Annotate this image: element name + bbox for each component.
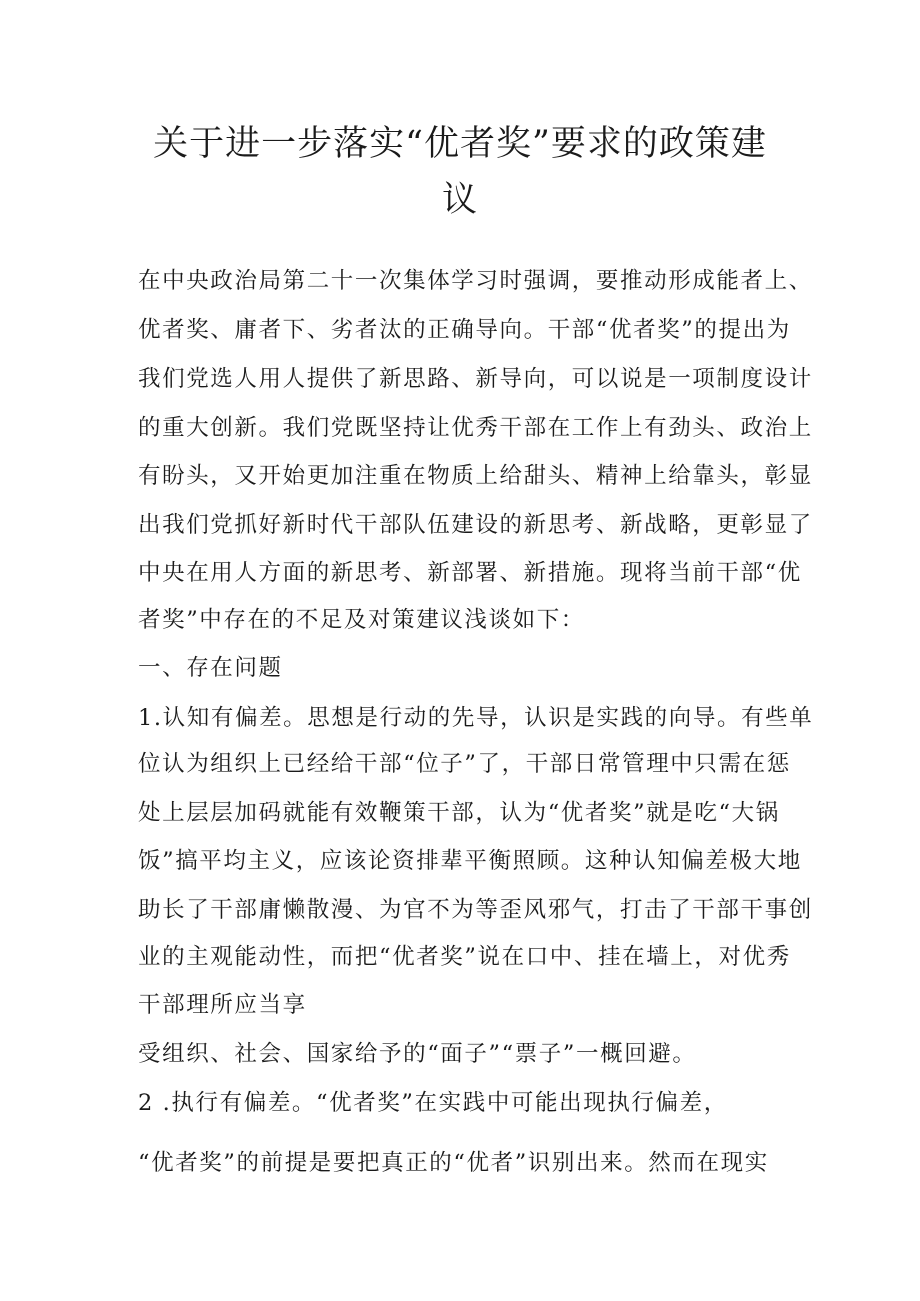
paragraph-line: 出我们党抓好新时代干部队伍建设的新思考、新战略，更彰显了 <box>138 512 813 538</box>
paragraph-line: 饭”搞平均主义，应该论资排辈平衡照顾。这种认知偏差极大地 <box>138 848 802 874</box>
document-title <box>120 116 800 228</box>
paragraph-line: 中央在用人方面的新思考、新部署、新措施。现将当前干部“优 <box>138 560 802 586</box>
paragraph-line: 1.认知有偏差。思想是行动的先导，认识是实践的向导。有些单 <box>138 705 814 731</box>
paragraph-line: 助长了干部庸懒散漫、为官不为等歪风邪气，打击了干部干事创 <box>138 897 813 923</box>
paragraph-line: 位认为组织上已经给干部“位子”了，干部日常管理中只需在惩 <box>138 751 791 777</box>
paragraph-line: 处上层层加码就能有效鞭策干部，认为“优者奖”就是吃“大锅 <box>138 800 780 826</box>
paragraph-line: 我们党选人用人提供了新思路、新导向，可以说是一项制度设计 <box>138 366 813 392</box>
paragraph-line: 优者奖、庸者下、劣者汰的正确导向。干部“优者奖”的提出为 <box>138 317 791 343</box>
paragraph-line: 2 .执行有偏差。“优者奖”在实践中可能出现执行偏差， <box>138 1090 728 1116</box>
paragraph-line: 干部理所应当享 <box>138 992 307 1018</box>
paragraph-line: 受组织、社会、国家给予的“面子”“票子”一概回避。 <box>138 1041 697 1067</box>
section-heading: 一、存在问题 <box>138 655 283 681</box>
paragraph-line: “优者奖”的前提是要把真正的“优者”识别出来。然而在现实 <box>138 1150 769 1176</box>
paragraph-line: 者奖”中存在的不足及对策建议浅谈如下： <box>138 607 585 633</box>
paragraph-line: 的重大创新。我们党既坚持让优秀干部在工作上有劲头、政治上 <box>138 415 813 441</box>
title-line-1: 关于进一步落实“优者奖”要求的政策建 <box>153 124 767 164</box>
paragraph-line: 业的主观能动性，而把“优者奖”说在口中、挂在墙上，对优秀 <box>138 944 791 970</box>
paragraph-line: 在中央政治局第二十一次集体学习时强调，要推动形成能者上、 <box>138 268 813 294</box>
paragraph-line: 有盼头，又开始更加注重在物质上给甜头、精神上给靠头，彰显 <box>138 463 813 489</box>
title-line-2: 议 <box>441 180 478 220</box>
